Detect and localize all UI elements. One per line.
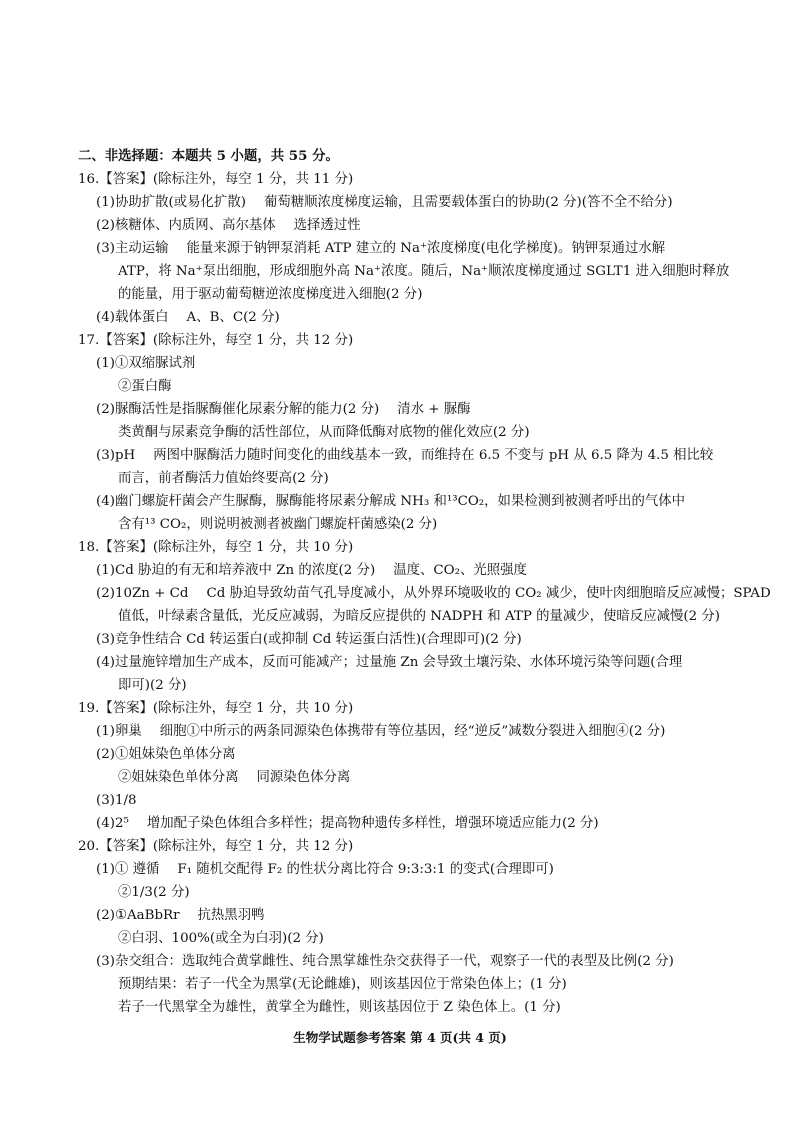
q17-part2: (2)脲酶活性是指脲酶催化尿素分解的能力(2 分) 清水 + 脲酶 [96,402,471,417]
section-heading: 二、非选择题：本题共 5 小题，共 55 分。 [78,148,339,164]
q20-part3-expected: 预期结果：若子一代全为黑掌(无论雌雄)，则该基因位于常染色体上；(1 分) [118,977,567,992]
q18-part4-cont: 即可)(2 分) [118,678,187,693]
q17-part1: (1)①双缩脲试剂 [96,356,196,371]
q18-part3: (3)竞争性结合 Cd 转运蛋白(或抑制 Cd 转运蛋白活性)(合理即可)(2 分) [96,632,522,647]
q17-part3: (3)pH 两图中脲酶活力随时间变化的曲线基本一致，而维持在 6.5 不变与 pH 从 6.5 降为 4.5 相比较 [96,448,714,463]
q16-part2: (2)核糖体、内质网、高尔基体 选择透过性 [96,218,361,233]
q17-part1b: ②蛋白酶 [118,379,172,394]
q18-part2: (2)10Zn + Cd Cd 胁迫导致幼苗气孔导度减小，从外界环境吸收的 CO₂ 减少，使叶肉细胞暗反应减慢；SPAD [96,586,771,601]
q20-part1: (1)① 遵循 F₁ 随机交配得 F₂ 的性状分离比符合 9:3:3:1 的变式(合理即可) [96,862,554,877]
q20-heading: 20.【答案】(除标注外，每空 1 分，共 12 分) [78,839,354,854]
q17-heading: 17.【答案】(除标注外，每空 1 分，共 12 分) [78,333,354,348]
q18-part2-cont: 值低，叶绿素含量低，光反应减弱，为暗反应提供的 NADPH 和 ATP 的量减少，使暗反应减慢(2 分) [118,609,720,624]
q18-heading: 18.【答案】(除标注外，每空 1 分，共 10 分) [78,540,354,555]
q18-part4: (4)过量施锌增加生产成本，反而可能减产；过量施 Zn 会导致土壤污染、水体环境污染等问题(合理 [96,655,683,670]
q19-part3: (3)1/8 [96,793,137,808]
page-footer: 生物学试题参考答案 第 4 页(共 4 页) [293,1030,507,1045]
q17-part4: (4)幽门螺旋杆菌会产生脲酶，脲酶能将尿素分解成 NH₃ 和¹³CO₂，如果检测到被测者呼出的气体中 [96,494,686,509]
q16-part4: (4)载体蛋白 A、B、C(2 分) [96,310,280,325]
q17-part3-cont: 而言，前者酶活力值始终要高(2 分) [118,471,329,486]
q20-part2: (2)①AaBbRr 抗热黑羽鸭 [96,908,265,923]
q19-part2: (2)①姐妹染色单体分离 [96,747,236,762]
q17-part2-cont: 类黄酮与尿素竞争酶的活性部位，从而降低酶对底物的催化效应(2 分) [118,425,530,440]
q19-part1: (1)卵巢 细胞①中所示的两条同源染色体携带有等位基因，经“逆反”减数分裂进入细胞④(2 分) [96,724,666,739]
q18-part1: (1)Cd 胁迫的有无和培养液中 Zn 的浓度(2 分) 温度、CO₂、光照强度 [96,563,527,578]
q16-part3: (3)主动运输 能量来源于钠钾泵消耗 ATP 建立的 Na⁺浓度梯度(电化学梯度)。钠钾泵通过水解 [96,241,666,256]
q16-heading: 16.【答案】(除标注外，每空 1 分，共 11 分) [78,172,354,187]
q19-heading: 19.【答案】(除标注外，每空 1 分，共 10 分) [78,701,354,716]
q17-part4-cont: 含有¹³ CO₂，则说明被测者被幽门螺旋杆菌感染(2 分) [118,517,438,532]
q16-part1: (1)协助扩散(或易化扩散) 葡萄糖顺浓度梯度运输，且需要载体蛋白的协助(2 分)(答不全不给分) [96,195,673,210]
q19-part2b: ②姐妹染色单体分离 同源染色体分离 [118,770,351,785]
q20-part3-alt: 若子一代黑掌全为雄性，黄掌全为雌性，则该基因位于 Z 染色体上。(1 分) [118,1000,561,1015]
q16-part3-cont1: ATP，将 Na⁺泵出细胞，形成细胞外高 Na⁺浓度。随后，Na⁺顺浓度梯度通过 SGLT1 进入细胞时释放 [118,264,730,279]
q19-part4: (4)2⁵ 增加配子染色体组合多样性；提高物种遗传多样性，增强环境适应能力(2 分) [96,816,599,831]
q16-part3-cont2: 的能量，用于驱动葡萄糖逆浓度梯度进入细胞(2 分) [118,287,423,302]
q20-part2b: ②白羽、100%(或全为白羽)(2 分) [118,931,324,946]
q20-part1b: ②1/3(2 分) [118,885,190,900]
q20-part3: (3)杂交组合：选取纯合黄掌雌性、纯合黑掌雄性杂交获得子一代，观察子一代的表型及比例(2 分) [96,954,674,969]
